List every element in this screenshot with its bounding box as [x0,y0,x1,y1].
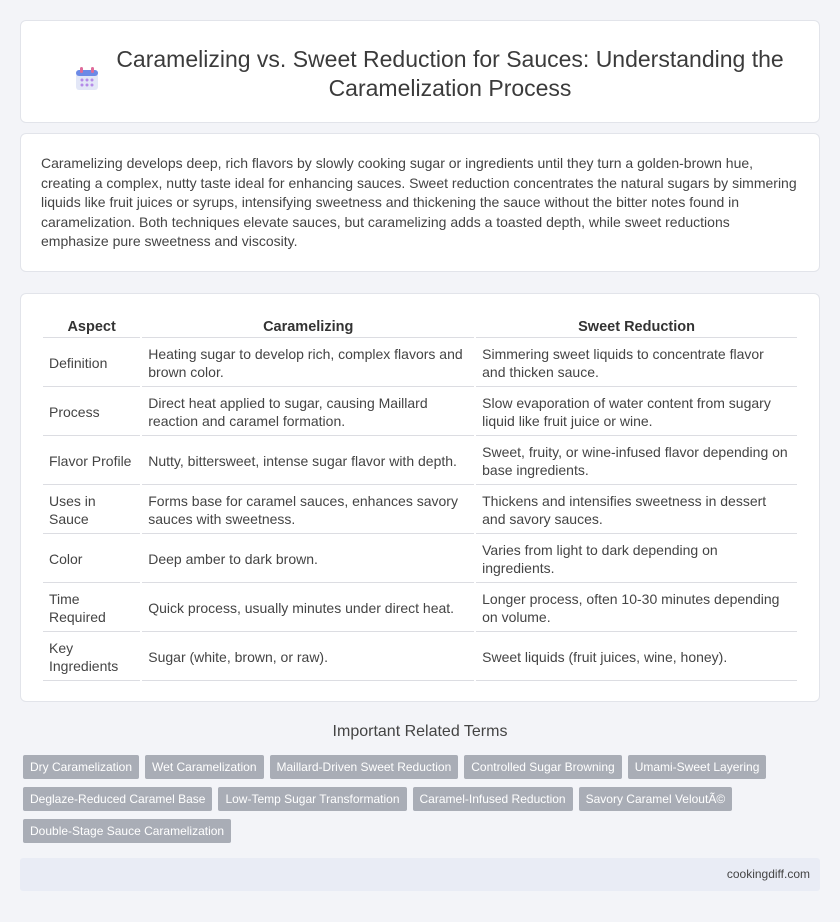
header-card [20,20,820,123]
tag-double-stage-sauce-caramelization[interactable]: Double-Stage Sauce Caramelization [23,819,231,843]
row-sweet-reduction: Varies from light to dark depending on ingredients. [476,536,797,583]
header-aspect: Aspect [43,316,140,338]
row-caramelizing: Quick process, usually minutes under direct heat. [142,585,474,632]
table-row [43,536,797,583]
comparison-table [41,314,799,683]
tag-controlled-sugar-browning[interactable]: Controlled Sugar Browning [464,755,621,779]
row-caramelizing: Direct heat applied to sugar, causing Maillard reaction and caramel formation. [142,389,474,436]
tag-dry-caramelization[interactable]: Dry Caramelization [23,755,139,779]
tag-umami-sweet-layering[interactable]: Umami-Sweet Layering [628,755,767,779]
footer-site-link[interactable]: cookingdiff.com [726,867,810,881]
intro-card [20,133,820,272]
comparison-table-card [20,293,820,702]
table-row [43,585,797,632]
table-row [43,634,797,681]
footer [20,858,820,891]
table-header-row [43,316,797,338]
row-aspect: Color [43,536,140,583]
row-sweet-reduction: Sweet liquids (fruit juices, wine, honey). [476,634,797,681]
related-terms-list [23,755,813,843]
row-aspect: Process [43,389,140,436]
row-caramelizing: Forms base for caramel sauces, enhances savory sauces with sweetness. [142,487,474,534]
page-title: Caramelizing vs. Sweet Reduction for Sauces: Understanding the Caramelization Process [116,46,784,101]
tag-deglaze-reduced-caramel-base[interactable]: Deglaze-Reduced Caramel Base [23,787,212,811]
row-sweet-reduction: Thickens and intensifies sweetness in dessert and savory sauces. [476,487,797,534]
row-sweet-reduction: Longer process, often 10-30 minutes depending on volume. [476,585,797,632]
header-sweet-reduction: Sweet Reduction [476,316,797,338]
table-row [43,438,797,485]
row-aspect: Definition [43,340,140,387]
row-caramelizing: Nutty, bittersweet, intense sugar flavor with depth. [142,438,474,485]
tag-caramel-infused-reduction[interactable]: Caramel-Infused Reduction [413,787,573,811]
table-row [43,389,797,436]
table-row [43,340,797,387]
calendar-icon [75,67,99,91]
table-row [43,487,797,534]
row-caramelizing: Deep amber to dark brown. [142,536,474,583]
intro-paragraph: Caramelizing develops deep, rich flavors by slowly cooking sugar or ingredients until they turn a golden-brown hue, creating a complex, nutty taste ideal for enhancing sauces. Sweet reduction concentrates the natural sugars by simmering liquids like fruit juices or syrups, intensifying sweetness and thickening the sauce without the bitter notes found in caramelization. Both techniques elevate sauces, but caramelizing adds a toasted depth, while sweet reductions emphasize pure sweetness and viscosity. [41,155,797,249]
related-terms-heading: Important Related Terms [332,723,508,740]
row-sweet-reduction: Slow evaporation of water content from sugary liquid like fruit juice or wine. [476,389,797,436]
header-caramelizing: Caramelizing [142,316,474,338]
row-sweet-reduction: Sweet, fruity, or wine-infused flavor depending on base ingredients. [476,438,797,485]
tag-savory-caramel-veloute[interactable]: Savory Caramel VeloutÃ© [579,787,733,811]
row-aspect: Flavor Profile [43,438,140,485]
row-sweet-reduction: Simmering sweet liquids to concentrate flavor and thicken sauce. [476,340,797,387]
tag-maillard-driven-sweet-reduction[interactable]: Maillard-Driven Sweet Reduction [270,755,459,779]
row-aspect: Time Required [43,585,140,632]
tag-wet-caramelization[interactable]: Wet Caramelization [145,755,263,779]
row-aspect: Uses in Sauce [43,487,140,534]
row-caramelizing: Heating sugar to develop rich, complex flavors and brown color. [142,340,474,387]
tag-low-temp-sugar-transformation[interactable]: Low-Temp Sugar Transformation [218,787,406,811]
row-aspect: Key Ingredients [43,634,140,681]
row-caramelizing: Sugar (white, brown, or raw). [142,634,474,681]
